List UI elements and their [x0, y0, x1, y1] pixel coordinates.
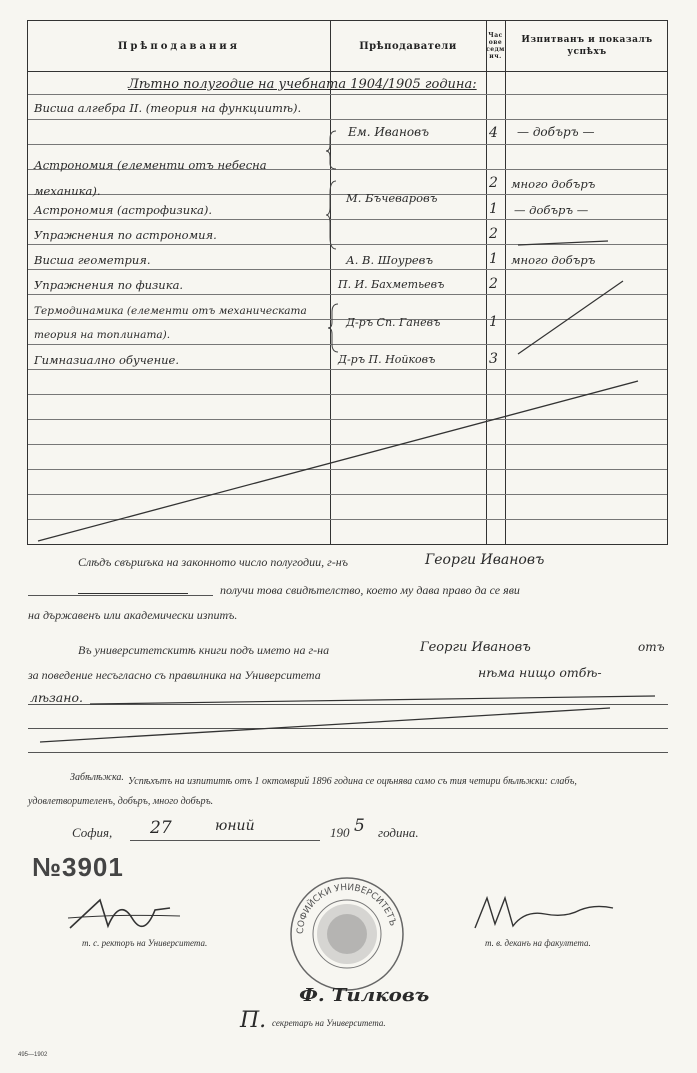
hours-cell: 2: [489, 175, 498, 191]
teacher-cell: Д-ръ Сп. Ганевъ: [346, 316, 441, 329]
university-seal-icon: [288, 875, 406, 993]
header-subjects: Прѣподавания: [117, 40, 241, 52]
dean-signature: [455, 890, 625, 935]
student-name: Георги Ивановъ: [425, 552, 545, 568]
grade-cell: — добъръ —: [514, 203, 589, 217]
remark-strike: [0, 690, 697, 760]
header-teachers: Прѣподаватели: [359, 40, 457, 52]
grade-cell: много добъръ: [511, 253, 596, 267]
strike-line: [518, 241, 608, 245]
subject-cell: Астрономия (астрофизика).: [34, 203, 212, 217]
hours-cell: 1: [489, 201, 498, 217]
conduct-line-2: за поведение несъгласно съ правилника на Университета: [28, 668, 321, 682]
teacher-cell: А. В. Шоуревъ: [346, 253, 434, 267]
teacher-cell: Д-ръ П. Нойковъ: [338, 353, 436, 366]
teacher-cell: П. И. Бахметьевъ: [338, 278, 445, 291]
subject-cell: Астрономия (елементи отъ небесна механика).: [34, 158, 267, 198]
strike-line: [40, 708, 610, 742]
certificate-line-3: на държавенъ или академически изпитъ.: [28, 608, 238, 622]
strike-line: [38, 381, 638, 541]
header-exams: Изпитванъ и показалъ успѣхъ: [521, 35, 653, 57]
semester-title: Лѣтно полугодие на учебната 1904/1905 година:: [128, 77, 477, 92]
conduct-line-1: Въ университетскитѣ книги подъ името на г-на: [78, 643, 330, 657]
note-text: Успѣхътъ на изпититѣ отъ 1 октомврий 1896 година се оцѣнява само съ тия четири бѣлѣжки: слабъ, удовлетворителенъ, добъръ, много добъръ.: [28, 776, 577, 807]
date-day: 27: [150, 818, 172, 838]
date-line: [130, 840, 320, 841]
certificate-line-2: получи това свидѣтелство, което му дава право да се яви: [220, 583, 520, 597]
date-month: юний: [215, 818, 255, 834]
hours-cell: 4: [489, 125, 498, 141]
secretary-caption: секретаръ на Университета.: [272, 1018, 386, 1028]
note-label: Забѣлѣжка.: [70, 772, 124, 783]
hours-cell: 1: [489, 314, 498, 330]
subject-cell: Упражнения по астрономия.: [34, 228, 217, 242]
strike-line: [90, 696, 655, 704]
subject-cell: Висша алгебра II. (теория на функциитѣ).: [34, 101, 302, 115]
date-year-prefix: 190: [330, 825, 350, 840]
grades-table: [27, 20, 668, 545]
rector-signature: [60, 888, 190, 938]
print-code: 495—1902: [18, 1052, 48, 1058]
hours-cell: 3: [489, 351, 498, 367]
grade-cell: — добъръ —: [517, 125, 595, 139]
seal-text: СОФИЙСКИ УНИВЕРСИТЕТЪ: [295, 882, 398, 935]
hand-dash: [78, 593, 188, 594]
conduct-remark: нѣма нищо отбѣ-: [478, 665, 602, 680]
certificate-line-1: Слѣдъ свършъка на законното число полугодии, г-нъ: [78, 555, 348, 569]
secretary-signature: Ф. Тилковъ: [299, 985, 430, 1006]
brace-mark: [328, 304, 338, 352]
hours-cell: 2: [489, 226, 498, 242]
strike-line: [518, 281, 623, 354]
dean-caption: т. в. деканъ на факултета.: [485, 938, 591, 948]
header-hours: Часове седмич.: [486, 32, 505, 60]
subject-cell: Упражнения по физика.: [34, 278, 184, 292]
date-year-digit: 5: [354, 816, 365, 836]
fill-line: [28, 595, 213, 596]
hours-cell: 1: [489, 251, 498, 267]
brace-mark: [326, 131, 336, 169]
hours-cell: 2: [489, 276, 498, 292]
subject-cell: Гимназиално обучение.: [34, 353, 180, 367]
secretary-prefix: П.: [240, 1008, 267, 1033]
grade-cell: много добъръ: [511, 177, 596, 191]
conduct-remark-end: лѣзано.: [30, 690, 83, 705]
rector-caption: т. с. ректоръ на Университета.: [82, 938, 208, 948]
conduct-student-name: Георги Ивановъ: [420, 640, 531, 655]
date-city: София,: [72, 825, 113, 840]
subject-cell: Висша геометрия.: [34, 253, 151, 267]
teacher-cell: Ем. Ивановъ: [348, 125, 430, 139]
brace-mark: [326, 181, 336, 249]
conduct-name-suffix: отъ: [638, 640, 665, 654]
certificate-number: №3901: [32, 852, 124, 882]
date-suffix: година.: [378, 825, 419, 840]
teacher-cell: М. Бъчеваровъ: [346, 191, 438, 205]
table-strike-lines: [28, 21, 669, 546]
subject-cell: Термодинамика (елементи отъ механическата теория на топлината).: [34, 305, 307, 341]
